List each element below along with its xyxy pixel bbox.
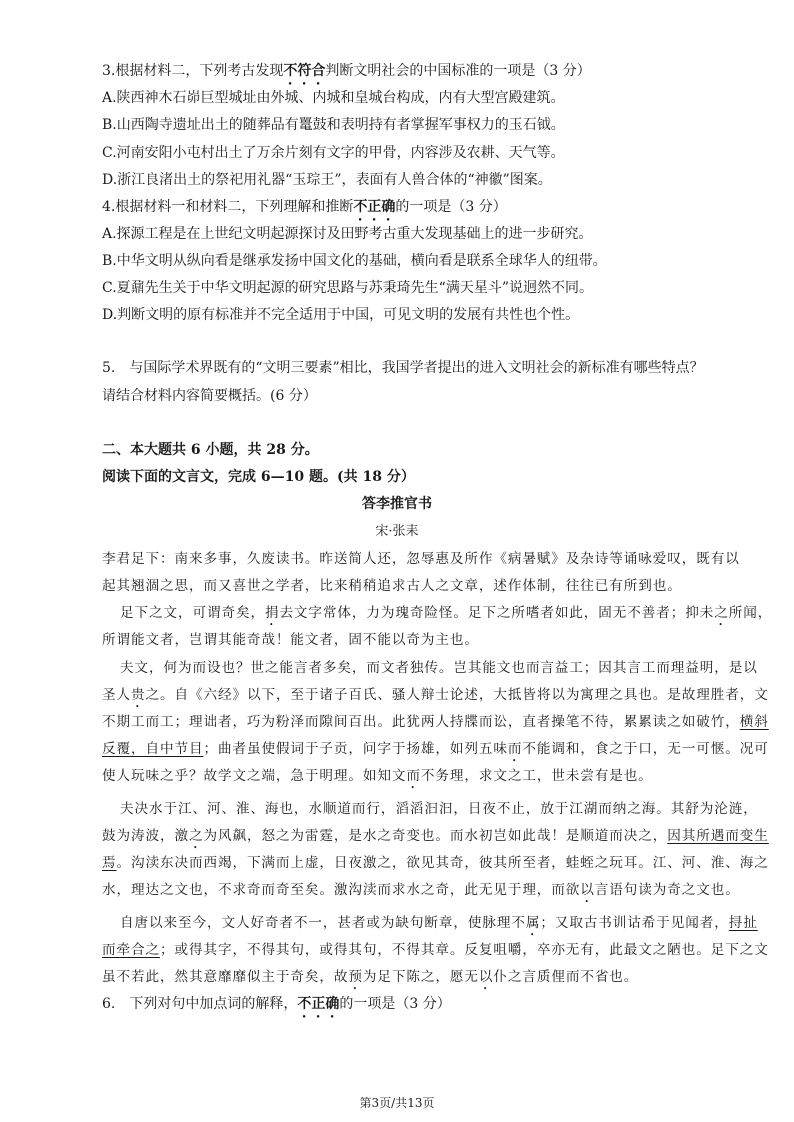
passage-text: 。沟渎东决而西竭，下满而上虚，日夜激之，欲见其奇，彼其所至者，蛙蛭之玩耳。江、河、淮、海之 [116,855,769,871]
dotted-word: 贵 [131,687,146,703]
passage-line: 夫决水于江、河、淮、海也，水顺道而行，滔滔汩汩，日夜不止，放于江湖而纳之海。其舒为沦涟， [120,801,758,817]
passage-text: 使人玩味之乎？故学文之端，急于明理。如知文 [102,768,407,784]
q3-option-d: D.浙江良渚出土的祭祀用礼器“玉琮王”，表面有人兽合体的“神徽”图案。 [102,172,552,188]
passage-line: 李君足下：南来多事，久废读书。昨送简人还，忽辱惠及所作《病暑赋》及杂诗等诵咏爱叹，既有以 [102,551,740,567]
passage-text: 鼓为涛波，激 [102,828,189,844]
passage-text: 为风飙，怒之为雷霆，是水之奇变也。而水初岂如此哉！是顺道而决之， [203,828,668,844]
dotted-word: 之 [714,605,729,621]
q3-option-b: B.山西陶寺遗址出土的随葬品有鼍鼓和表明持有者掌握军事权力的玉石钺。 [102,117,565,133]
passage-line [102,853,769,873]
q3-stem-tail: 判断文明社会的中国标准的一项是（3 分） [325,63,591,79]
q3-emphasis: 不符合 [283,63,326,79]
passage-author: 宋·张耒 [375,524,419,539]
underlined-sentence: 因其所遇而变生 [667,828,769,844]
passage-text: 不能调和，食之于口，无一可惬。况可 [522,741,769,757]
passage-text: 足下之文，可谓奇矣， [120,605,265,621]
dotted-word: 而 [406,768,421,784]
passage-line [102,739,769,765]
passage-line: 所谓能文者，岂谓其能奇哉！能文者，固不能以奇为主也。 [102,632,479,648]
passage-text: 水，理达之文也，不求奇而奇至矣。激沟渎而求水之奇，此无见于理，而欲 [102,882,581,898]
passage-text: 不务理，求文之工，世未尝有是也。 [420,768,653,784]
underlined-sentence: 挦扯 [728,915,758,931]
q4-stem [102,197,507,224]
passage-title: 答李推官书 [362,496,432,512]
q4-option-c: C.夏鼐先生关于中华文明起源的研究思路与苏秉琦先生“满天星斗”说迥然不同。 [102,280,593,296]
q4-option-b: B.中华文明从纵向看是继承发扬中国文化的基础，横向看是联系全球华人的纽带。 [102,253,607,269]
passage-line [102,712,769,732]
passage-text: 不期工而工；理诎者，巧为粉泽而隙间百出。此犹两人持牒而讼，直者操笔不待，累累读之如破竹， [102,714,740,730]
q3-option-c: C.河南安阳小屯村出土了万余片刻有文字的甲骨，内容涉及农耕、天气等。 [102,145,565,161]
underlined-sentence: 横斜 [739,714,769,730]
passage-line: 夫文，何为而设也？世之能言者多矣，而文者独传。岂其能文也而言益工；因其言工而理益明，是以 [120,660,758,676]
passage-text: 所闻， [728,605,773,621]
passage-text: 虽不若此，然其意靡靡似主于奇矣，故 [102,969,349,985]
q6-emphasis: 不正确 [297,996,340,1012]
passage-line [102,826,769,852]
underlined-sentence: 焉 [102,855,117,871]
section-instruction: 阅读下面的文言文，完成 6—10 题。(共 18 分） [102,469,415,485]
underlined-sentence: 反覆，自中节目 [102,741,204,757]
q4-emphasis: 不正确 [353,199,396,215]
q6-stem [102,994,451,1021]
passage-line: 起其翘涸之思，而又喜世之学者，比来稍稍追求古人之文章，述作体制，往往已有所到也。 [102,578,682,594]
passage-text: ；或得其字，不得其句，或得其句，不得其章。反复咀嚼，卒亦无有，此最文之陋也。足下之文 [159,942,769,958]
dotted-word: 之 [188,828,204,844]
dotted-word: 预 [348,969,363,985]
passage-text: 之。自《六经》以下，至于诸子百氏、骚人辩士论述，大抵皆将以为寓理之具也。是故理胜者，文 [145,687,769,703]
passage-text: 去文字常体，力为瑰奇险怪。足下之所嗜者如此，固无不善者；抑未 [279,605,715,621]
q4-option-d: D.判断文明的原有标准并不完全适用于中国，可见文明的发展有共性也个性。 [102,307,580,323]
dotted-word: 以 [580,882,595,898]
q5-line-1: 5. 与国际学术界既有的“文明三要素”相比，我国学者提出的进入文明社会的新标准有哪些特点？ [102,360,704,376]
dotted-word: 而 [507,741,523,757]
passage-text: 圣人 [102,687,131,703]
passage-text: ；曲者虽使假词于子贡，问字于扬雄，如列五味 [203,741,508,757]
passage-line [120,913,758,939]
passage-text: ；又取古书训诂希于见闻者， [540,915,729,931]
passage-line [102,766,653,792]
passage-line [102,967,638,993]
passage-line [120,603,772,629]
passage-line [102,685,769,711]
passage-line [102,880,740,906]
passage-text: 仆之言质俚而不省也。 [493,969,639,985]
q3-stem-text: 3.根据材料二，下列考古发现 [102,63,284,79]
page-number: 第3页/共13页 [359,1096,435,1110]
dotted-word: 属 [525,915,541,931]
q3-stem [102,61,591,88]
passage-text: 为足下陈之，愿无 [362,969,479,985]
passage-line [102,940,769,960]
passage-text: 自唐以来至今，文人好奇者不一，甚者或为缺句断章，使脉理不 [120,915,526,931]
section-heading: 二、本大题共 6 小题，共 28 分。 [102,442,319,458]
dotted-word: 捐 [264,605,280,621]
dotted-word: 以 [478,969,494,985]
q4-option-a: A.探源工程是在上世纪文明起源探讨及田野考古重大发现基础上的进一步研究。 [102,226,593,242]
q6-stem-tail: 的一项是（3 分） [339,996,451,1012]
q4-stem-tail: 的一项是（3 分） [395,199,507,215]
passage-text: 言语句读为奇之文也。 [594,882,740,898]
q5-line-2: 请结合材料内容简要概括。(6 分） [102,388,317,404]
q3-option-a: A.陕西神木石峁巨型城址由外城、内城和皇城台构成，内有大型宫殿建筑。 [102,90,565,106]
q4-stem-text: 4.根据材料一和材料二，下列理解和推断 [102,199,354,215]
q6-stem-text: 6. 下列对句中加点词的解释， [102,996,298,1012]
underlined-sentence: 而牵合之 [102,942,160,958]
